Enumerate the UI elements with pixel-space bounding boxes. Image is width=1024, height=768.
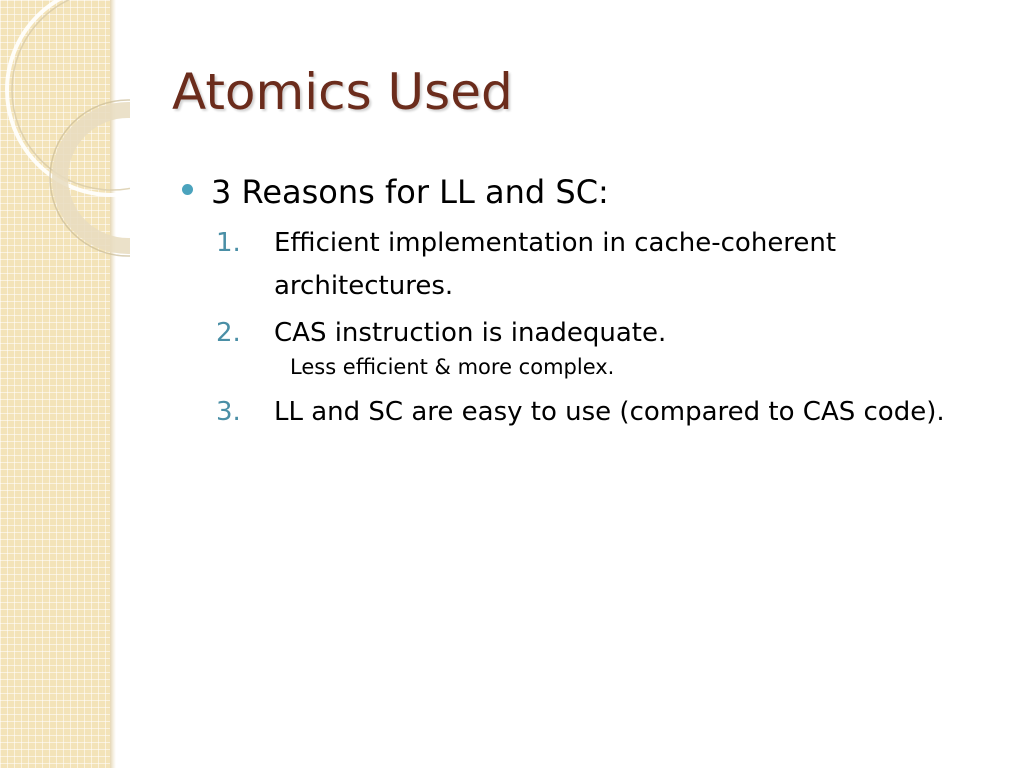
list-item-number: 1. xyxy=(216,228,241,258)
numbered-list xyxy=(182,222,982,434)
list-item-text: LL and SC are easy to use (compared to CAS code). xyxy=(274,396,945,427)
list-item-text: CAS instruction is inadequate. xyxy=(274,317,667,348)
list-item-number: 2. xyxy=(216,317,241,348)
decorative-circles xyxy=(0,0,130,260)
list-item-text: Efficient implementation in cache-coherent architectures. xyxy=(274,228,837,301)
bullet-dot-icon xyxy=(182,184,193,195)
list-item xyxy=(216,312,982,355)
main-bullet-text: 3 Reasons for LL and SC: xyxy=(211,173,609,211)
list-item-number: 3. xyxy=(216,396,241,427)
slide-content xyxy=(182,172,982,438)
sub-note: Less efficient & more complex. xyxy=(290,354,615,379)
list-item xyxy=(216,391,982,434)
main-bullet xyxy=(182,172,982,212)
slide-title: Atomics Used xyxy=(172,63,513,121)
list-item xyxy=(216,222,982,308)
